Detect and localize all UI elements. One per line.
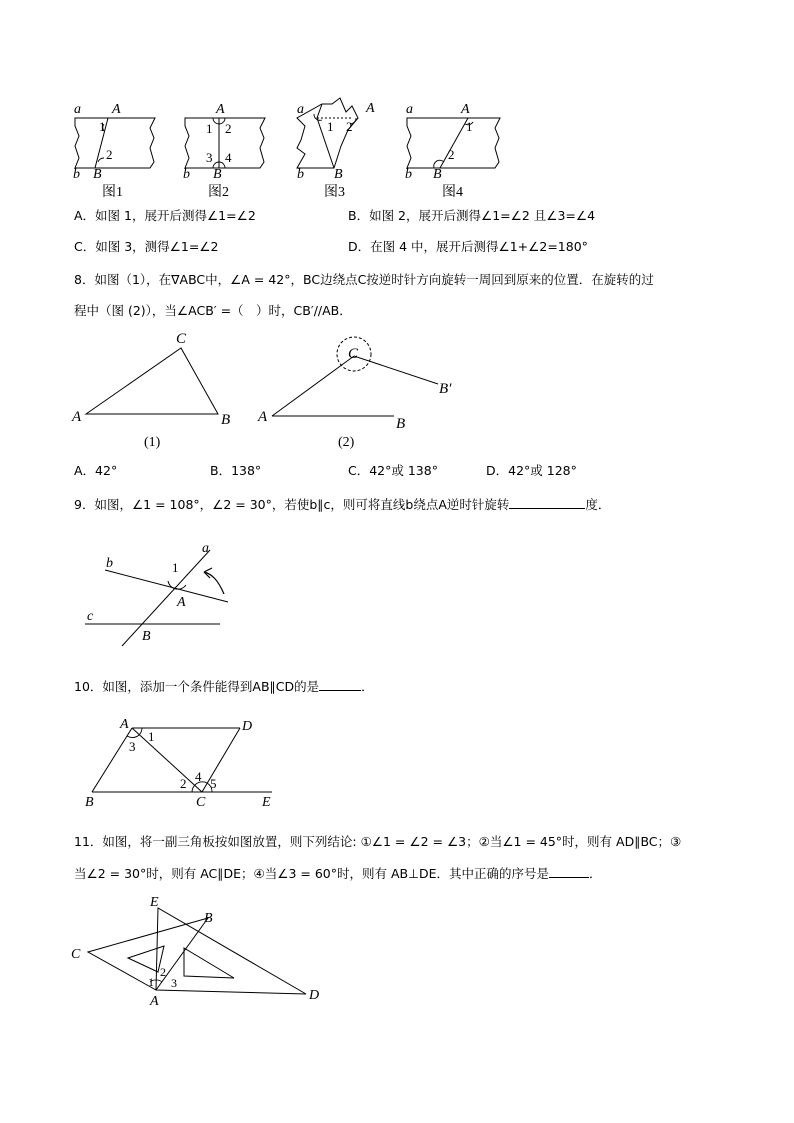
label-b: b xyxy=(183,167,190,182)
angle-1: 1 xyxy=(327,119,334,134)
label-a: a xyxy=(74,102,81,117)
label-C: C xyxy=(348,346,359,362)
label-c: c xyxy=(87,609,94,624)
label-B: B xyxy=(142,629,151,644)
angle-1: 1 xyxy=(148,975,154,989)
q8-figure-2 xyxy=(252,330,472,456)
q11-text-after: ． xyxy=(589,866,602,881)
caption-fig4: 图4 xyxy=(442,185,463,200)
q7-option-c: C．如图 3，测得∠1=∠2 xyxy=(74,239,219,254)
q10-text-before: 10．如图，添加一个条件能得到AB∥CD的是 xyxy=(74,679,320,694)
angle-2: 2 xyxy=(160,965,166,979)
q10-answer-blank[interactable] xyxy=(319,677,361,691)
label-A: A xyxy=(150,994,159,1009)
label-B: B xyxy=(204,911,213,926)
q7-option-a: A．如图 1，展开后测得∠1=∠2 xyxy=(74,208,256,223)
caption-fig2: 图2 xyxy=(208,185,229,200)
angle-2: 2 xyxy=(180,776,187,791)
q10-stem xyxy=(74,677,374,696)
label-a: a xyxy=(202,541,209,556)
angle-1: 1 xyxy=(148,729,155,744)
q7-figure-2 xyxy=(170,96,280,206)
angle-1: 1 xyxy=(466,119,473,134)
angle-2: 2 xyxy=(106,147,113,162)
label-b: b xyxy=(297,167,304,182)
q8-figure-1 xyxy=(66,326,246,454)
angle-1: 1 xyxy=(206,121,213,136)
q10-figure xyxy=(80,710,280,810)
q11-figure xyxy=(66,890,336,1014)
caption-1: (1) xyxy=(144,435,161,450)
q9-answer-blank[interactable] xyxy=(509,495,585,509)
q9-text-before: 9．如图，∠1 = 108°，∠2 = 30°，若使b∥c，则可将直线b绕点A逆时针旋转 xyxy=(74,497,510,512)
q8-option-b: B．138° xyxy=(210,463,262,478)
angle-3: 3 xyxy=(171,976,177,990)
q7-option-b: B．如图 2，展开后测得∠1=∠2 且∠3=∠4 xyxy=(348,208,596,223)
label-a: a xyxy=(297,102,304,117)
angle-3: 3 xyxy=(206,150,213,165)
q8-option-d: D．42°或 128° xyxy=(486,463,577,478)
label-A: A xyxy=(120,717,129,732)
angle-2: 2 xyxy=(448,147,455,162)
q11-stem-line1: 11．如图，将一副三角板按如图放置，则下列结论: ①∠1 = ∠2 = ∠3；②当∠1 = 45°时，则有 AD∥BC；③ xyxy=(74,834,682,849)
angle-4: 4 xyxy=(225,150,232,165)
label-D: D xyxy=(242,719,253,734)
q9-stem xyxy=(74,495,610,514)
q11-answer-blank[interactable] xyxy=(549,864,589,878)
label-B: B xyxy=(213,167,222,182)
label-D: D xyxy=(309,988,320,1003)
q11-stem-line2 xyxy=(74,864,602,883)
label-C: C xyxy=(196,795,206,810)
label-E: E xyxy=(262,795,271,810)
label-C: C xyxy=(176,331,187,347)
q7-figure-4 xyxy=(392,96,512,206)
label-B: B xyxy=(85,795,94,810)
angle-3: 3 xyxy=(129,739,136,754)
label-A: A xyxy=(366,101,375,116)
q7-figure-3 xyxy=(282,90,392,206)
caption-2: (2) xyxy=(338,435,355,450)
angle-1: 1 xyxy=(99,119,106,134)
angle-5: 5 xyxy=(210,776,217,791)
label-A: A xyxy=(461,102,470,117)
q9-figure xyxy=(80,540,260,648)
label-b: b xyxy=(73,167,80,182)
label-B: B xyxy=(334,167,343,182)
caption-fig1: 图1 xyxy=(102,185,123,200)
label-A: A xyxy=(112,102,121,117)
label-B: B xyxy=(221,412,231,428)
q7-option-d: D．在图 4 中，展开后测得∠1+∠2=180° xyxy=(348,239,588,254)
q11-text-before: 当∠2 = 30°时，则有 AC∥DE；④当∠3 = 60°时，则有 AB⊥DE．其中正确的序号是 xyxy=(74,866,549,881)
label-A: A xyxy=(216,102,225,117)
label-A: A xyxy=(72,409,82,425)
q8-option-a: A．42° xyxy=(74,463,118,478)
q10-text-after: ． xyxy=(361,679,374,694)
label-a: a xyxy=(406,102,413,117)
q7-figure-1 xyxy=(60,96,170,206)
caption-fig3: 图3 xyxy=(324,185,345,200)
label-B-prime: B′ xyxy=(439,381,452,397)
angle-4: 4 xyxy=(195,769,202,784)
angle-2: 2 xyxy=(346,119,353,134)
label-B: B xyxy=(433,167,442,182)
label-A: A xyxy=(177,595,186,610)
label-B: B xyxy=(396,416,406,432)
angle-1: 1 xyxy=(172,560,179,575)
label-b: b xyxy=(405,167,412,182)
label-B: B xyxy=(93,167,102,182)
q8-option-c: C．42°或 138° xyxy=(348,463,438,478)
q8-stem-line1: 8．如图（1），在∇ABC中，∠A = 42°，BC边绕点C按逆时针方向旋转一周回到原来的位置．在旋转的过 xyxy=(74,272,654,287)
q9-text-after: 度． xyxy=(585,497,611,512)
q8-stem-line2: 程中（图 (2)），当∠ACB′ =（ ）时，CB′//AB． xyxy=(74,303,352,318)
label-A: A xyxy=(258,409,268,425)
label-E: E xyxy=(150,895,159,910)
label-C: C xyxy=(71,947,81,962)
angle-2: 2 xyxy=(225,121,232,136)
label-b: b xyxy=(106,556,113,571)
